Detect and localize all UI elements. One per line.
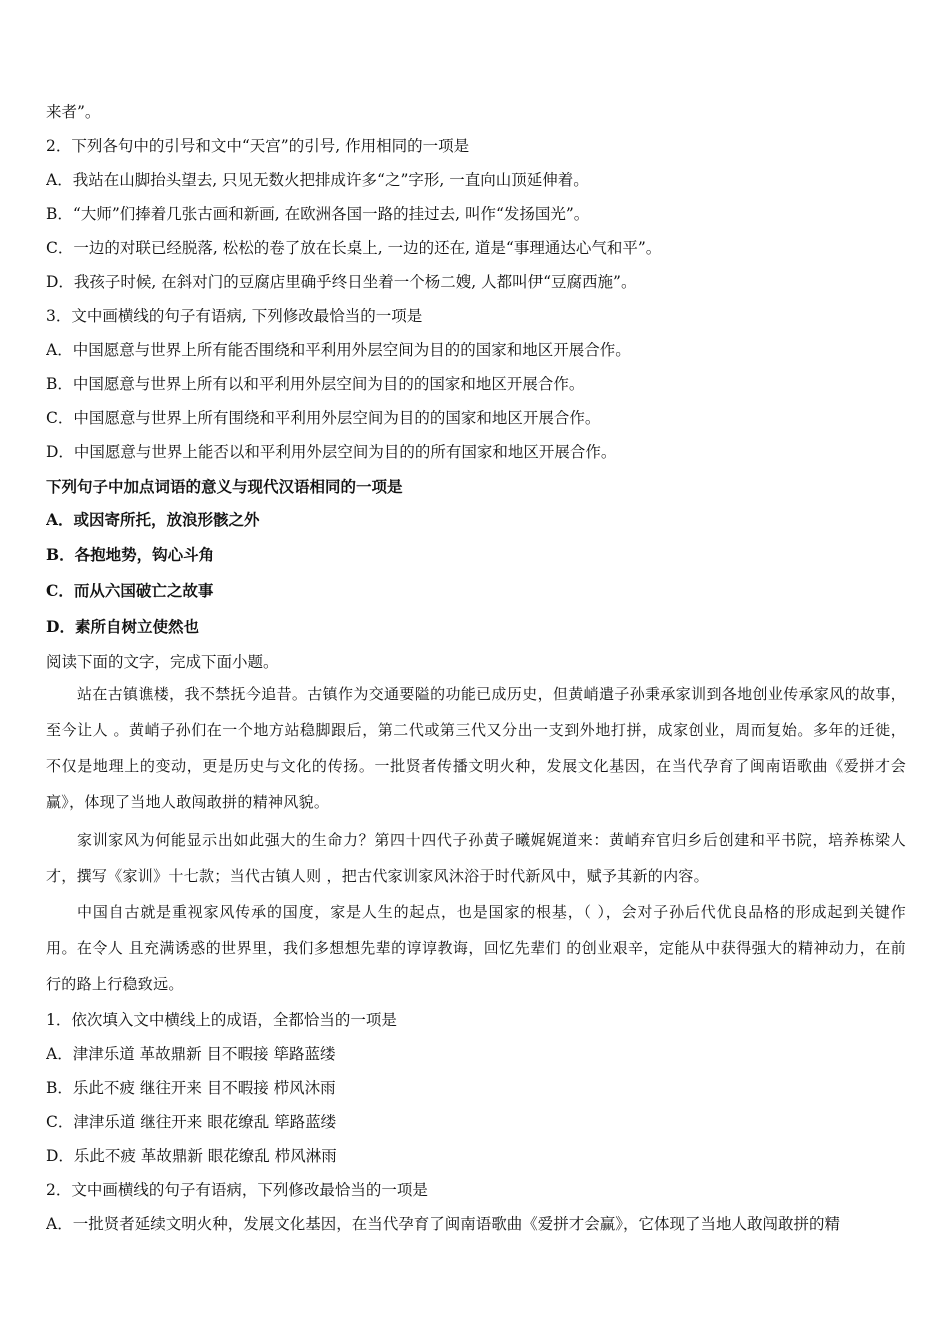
question-2-stem: 2．下列各句中的引号和文中“天宫”的引号, 作用相同的一项是 (46, 137, 470, 155)
question-2-option-d: D．我孩子时候, 在斜对门的豆腐店里确乎终日坐着一个杨二嫂, 人都叫伊“豆腐西施”。 (46, 273, 637, 291)
question-3-option-d: D．中国愿意与世界上能否以和平利用外层空间为目的的所有国家和地区开展合作。 (46, 443, 617, 461)
reading-paragraph-1: 站在古镇谯楼，我不禁抚今追昔。古镇作为交通要隘的功能已成历史，但黄峭遣子孙秉承家训到各地创业传承家风的故事，至今让人 。黄峭子孙们在一个地方站稳脚跟后，第二代或第三代又分出一支到外地打拼，成家创业，周而复始。多年的迁徙，不仅是地理上的变动，更是历史与文化的传扬。一批贤者传播文明火种，发展文化基因，在当代孕育了闽南语歌曲《爱拼才会赢》，体现了当地人敢闯敢拼的精神风貌。 (46, 685, 906, 811)
classical-option-b: B．各抱地势，钩心斗角 (46, 545, 215, 564)
question-3-option-b: B．中国愿意与世界上所有以和平利用外层空间为目的的国家和地区开展合作。 (46, 375, 585, 393)
question-1-option-d: D．乐此不疲 革故鼎新 眼花缭乱 栉风淋雨 (46, 1147, 337, 1165)
text-line-continuation: 来者”。 (46, 103, 101, 121)
question-2-option-b: B．“大师”们捧着几张古画和新画, 在欧洲各国一路的挂过去, 叫作“发扬国光”。 (46, 205, 590, 223)
classical-option-d: D．素所自树立使然也 (46, 617, 199, 636)
question-1-option-b: B．乐此不疲 继往开来 目不暇接 栉风沐雨 (46, 1079, 336, 1097)
classical-option-c: C．而从六国破亡之故事 (46, 581, 214, 600)
question-3-option-a: A．中国愿意与世界上所有能否围绕和平利用外层空间为目的的国家和地区开展合作。 (46, 341, 631, 359)
classical-option-a: A．或因寄所托，放浪形骸之外 (46, 510, 260, 529)
reading-intro: 阅读下面的文字，完成下面小题。 (46, 653, 279, 671)
question-1-stem: 1．依次填入文中横线上的成语，全都恰当的一项是 (46, 1011, 397, 1029)
question-3-stem: 3．文中画横线的句子有语病, 下列修改最恰当的一项是 (46, 307, 423, 325)
question-2b-stem: 2．文中画横线的句子有语病，下列修改最恰当的一项是 (46, 1181, 428, 1199)
question-2-option-a: A．我站在山脚抬头望去, 只见无数火把排成许多“之”字形, 一直向山顶延伸着。 (46, 171, 589, 189)
question-1-option-c: C．津津乐道 继往开来 眼花缭乱 筚路蓝缕 (46, 1113, 337, 1131)
classical-question-stem: 下列句子中加点词语的意义与现代汉语相同的一项是 (46, 477, 403, 496)
question-3-option-c: C．中国愿意与世界上所有围绕和平利用外层空间为目的的国家和地区开展合作。 (46, 409, 601, 427)
reading-paragraph-2: 家训家风为何能显示出如此强大的生命力？第四十四代子孙黄子曦娓娓道来：黄峭弃官归乡后创建和平书院，培养栋梁人才，撰写《家训》十七款；当代古镇人则 ，把古代家训家风沐浴于时代新风中，赋予其新的内容。 (46, 831, 906, 885)
question-1-option-a: A．津津乐道 革故鼎新 目不暇接 筚路蓝缕 (46, 1045, 336, 1063)
question-2-option-c: C．一边的对联已经脱落, 松松的卷了放在长桌上, 一边的还在, 道是“事理通达心气和平”。 (46, 239, 662, 257)
reading-paragraph-3: 中国自古就是重视家风传承的国度，家是人生的起点，也是国家的根基，（ ），会对子孙后代优良品格的形成起到关键作用。在令人 且充满诱惑的世界里，我们多想想先辈的谆谆教诲，回忆先辈们 的创业艰辛，定能从中获得强大的精神动力，在前行的路上行稳致远。 (46, 903, 906, 993)
question-2b-option-a: A．一批贤者延续文明火种，发展文化基因，在当代孕育了闽南语歌曲《爱拼才会赢》，它体现了当地人敢闯敢拼的精 (46, 1215, 840, 1233)
